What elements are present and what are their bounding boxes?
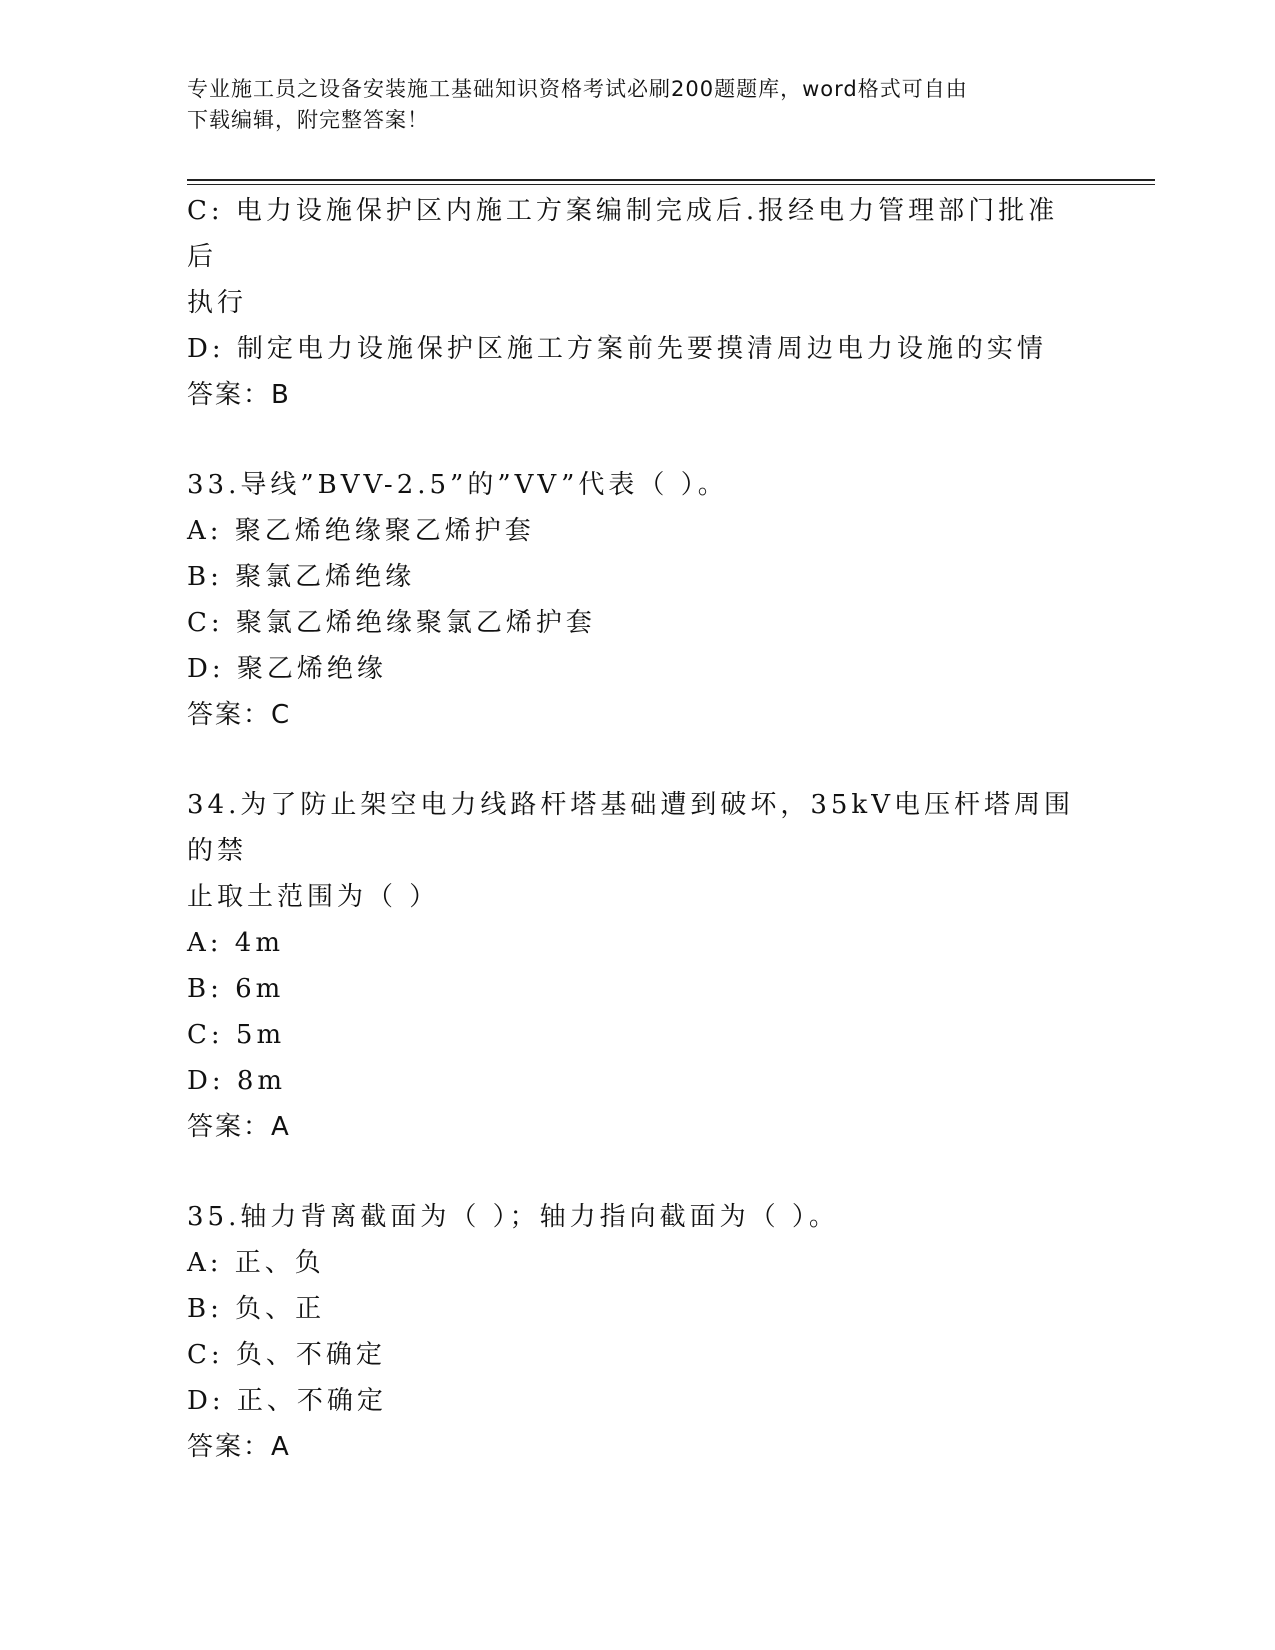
option-c: C: 5m	[187, 1020, 286, 1050]
question-33	[187, 462, 1087, 738]
header-divider-thin	[187, 184, 1155, 185]
option-a: A: 4m	[187, 928, 284, 958]
option-c-line-1: C: 电力设施保护区内施工方案编制完成后.报经电力管理部门批准后	[187, 196, 1059, 272]
option-c: C: 聚氯乙烯绝缘聚氯乙烯护套	[187, 608, 596, 638]
question-34	[187, 782, 1087, 1150]
header-divider-thick	[187, 179, 1155, 181]
option-a: A: 聚乙烯绝缘聚乙烯护套	[187, 516, 535, 546]
question-35-stem: 35.轴力背离截面为（ ）；轴力指向截面为（ ）。	[187, 1202, 839, 1232]
option-d: D: 聚乙烯绝缘	[187, 654, 387, 684]
answer-34: 答案：A	[187, 1112, 291, 1142]
spacer	[187, 738, 1087, 782]
option-b: B: 负、正	[187, 1294, 326, 1324]
header-line-2: 下载编辑，附完整答案！	[187, 108, 429, 132]
question-35	[187, 1194, 1087, 1470]
option-d: D: 正、不确定	[187, 1386, 387, 1416]
question-34-stem-line-2: 止取土范围为（ ）	[187, 882, 440, 912]
question-33-stem: 33.导线”BVV-2.5”的”VV”代表（ ）。	[187, 470, 728, 500]
answer-32: 答案：B	[187, 380, 291, 410]
question-32-tail	[187, 188, 1087, 418]
option-c-line-2: 执行	[187, 288, 248, 318]
header-line-1: 专业施工员之设备安装施工基础知识资格考试必刷200题题库，word格式可自由	[187, 77, 968, 101]
spacer	[187, 1150, 1087, 1194]
answer-35: 答案：A	[187, 1432, 291, 1462]
option-d: D: 8m	[187, 1066, 287, 1096]
spacer	[187, 418, 1087, 462]
option-c: C: 负、不确定	[187, 1340, 386, 1370]
option-b: B: 聚氯乙烯绝缘	[187, 562, 416, 592]
option-a: A: 正、负	[187, 1248, 325, 1278]
answer-33: 答案：C	[187, 700, 292, 730]
question-list	[187, 188, 1087, 1470]
option-b: B: 6m	[187, 974, 285, 1004]
question-34-stem-line-1: 34.为了防止架空电力线路杆塔基础遭到破坏，35kV电压杆塔周围的禁	[187, 790, 1074, 866]
document-header	[187, 74, 1087, 136]
option-d: D: 制定电力设施保护区施工方案前先要摸清周边电力设施的实情	[187, 334, 1047, 364]
